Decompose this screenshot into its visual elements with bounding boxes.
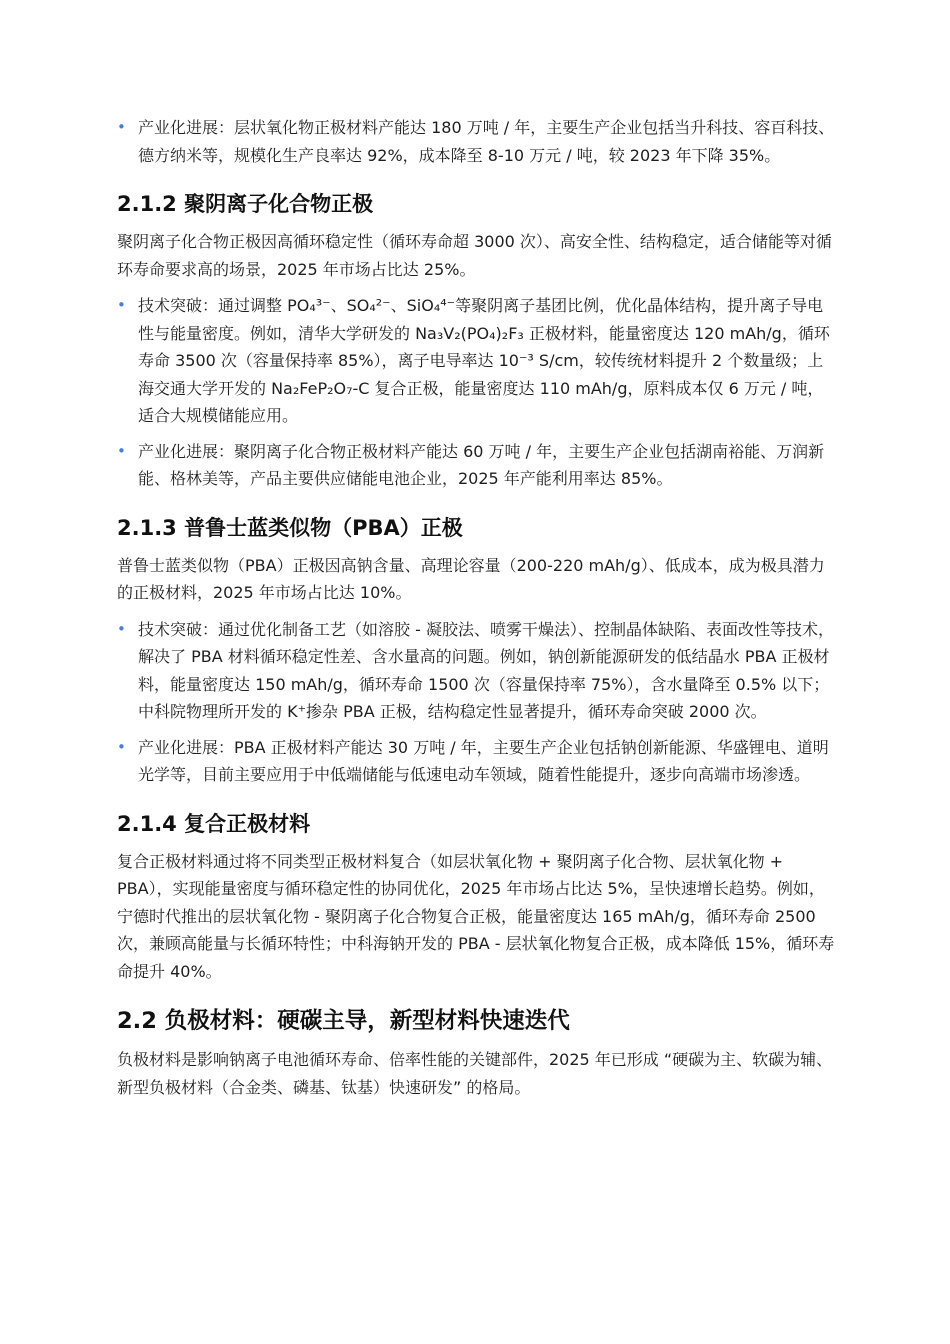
section-heading-2-1-4: 2.1.4 复合正极材料 xyxy=(117,811,311,836)
bullet-icon: • xyxy=(117,619,126,638)
bullet-text-industrialization-pba: 产业化进展：PBA 正极材料产能达 30 万吨 / 年，主要生产企业包括钠创新能源、华盛锂电、道明光学等，目前主要应用于中低端储能与低速电动车领域，随着性能提升，逐步向高端市场渗透。 xyxy=(138,737,829,784)
list-item xyxy=(117,734,835,789)
document-page xyxy=(117,114,835,1110)
section-heading-2-1-3: 2.1.3 普鲁士蓝类似物（PBA）正极 xyxy=(117,515,463,540)
bullet-text-industrialization-polyanion: 产业化进展：聚阴离子化合物正极材料产能达 60 万吨 / 年，主要生产企业包括湖南裕能、万润新能、格林美等，产品主要供应储能电池企业，2025 年产能利用率达 85%。 xyxy=(138,441,825,488)
bullet-icon: • xyxy=(117,118,126,136)
bullet-icon: • xyxy=(117,296,126,314)
bullet-list-polyanion xyxy=(117,292,835,493)
bullet-text-industrialization-layered: 产业化进展：层状氧化物正极材料产能达 180 万吨 / 年，主要生产企业包括当升科技、容百科技、德方纳米等，规模化生产良率达 92%，成本降至 8-10 万元 / 吨，较 2023 年下降 35%。 xyxy=(138,118,835,165)
bullet-list-pba xyxy=(117,616,835,789)
bullet-text-tech-breakthrough-polyanion: 技术突破：通过调整 PO₄³⁻、SO₄²⁻、SiO₄⁴⁻等聚阴离子基团比例，优化晶体结构，提升离子导电性与能量密度。例如，清华大学研发的 Na₃V₂(PO₄)₂F₃ 正极材料，能量密度达 120 mAh/g，循环寿命 3500 次（容量保持率 85%），离子电导率达 10⁻³ S/cm，较传统材料提升 2 个数量级；上海交通大学开发的 Na₂FeP₂O₇-C 复合正极，能量密度达 110 mAh/g，原料成本仅 6 万元 / 吨，适合大规模储能应用。 xyxy=(138,296,830,425)
list-item xyxy=(117,114,835,169)
list-item xyxy=(117,616,835,726)
section-heading-2-2: 2.2 负极材料：硬碳主导，新型材料快速迭代 xyxy=(117,1008,570,1034)
paragraph-anode-intro: 负极材料是影响钠离子电池循环寿命、倍率性能的关键部件，2025 年已形成 “硬碳为主、软碳为辅、新型负极材料（合金类、磷基、钛基）快速研发” 的格局。 xyxy=(117,1050,833,1097)
bullet-text-tech-breakthrough-pba: 技术突破：通过优化制备工艺（如溶胶 - 凝胶法、喷雾干燥法）、控制晶体缺陷、表面改性等技术，解决了 PBA 材料循环稳定性差、含水量高的问题。例如，钠创新能源研发的低结晶水 PBA 正极材料，能量密度达 150 mAh/g，循环寿命 1500 次（容量保持率 75%），含水量降至 0.5% 以下；中科院物理所开发的 K⁺掺杂 PBA 正极，结构稳定性显著提升，循环寿命突破 2000 次。 xyxy=(138,619,834,721)
list-item xyxy=(117,438,835,493)
bullet-icon: • xyxy=(117,737,126,756)
bullet-icon: • xyxy=(117,441,126,460)
paragraph-polyanion-intro: 聚阴离子化合物正极因高循环稳定性（循环寿命超 3000 次）、高安全性、结构稳定，适合储能等对循环寿命要求高的场景，2025 年市场占比达 25%。 xyxy=(117,232,832,279)
paragraph-composite-cathode: 复合正极材料通过将不同类型正极材料复合（如层状氧化物 + 聚阴离子化合物、层状氧化物 + PBA），实现能量密度与循环稳定性的协同优化，2025 年市场占比达 5%，呈快速增长趋势。例如，宁德时代推出的层状氧化物 - 聚阴离子化合物复合正极，能量密度达 165 mAh/g，循环寿命 2500 次，兼顾高能量与长循环特性；中科海钠开发的 PBA - 层状氧化物复合正极，成本降低 15%，循环寿命提升 40%。 xyxy=(117,851,835,981)
paragraph-pba-intro: 普鲁士蓝类似物（PBA）正极因高钠含量、高理论容量（200-220 mAh/g）、低成本，成为极具潜力的正极材料，2025 年市场占比达 10%。 xyxy=(117,555,825,602)
bullet-list-layered-oxide xyxy=(117,114,835,169)
list-item xyxy=(117,292,835,430)
section-heading-2-1-2: 2.1.2 聚阴离子化合物正极 xyxy=(117,192,374,216)
